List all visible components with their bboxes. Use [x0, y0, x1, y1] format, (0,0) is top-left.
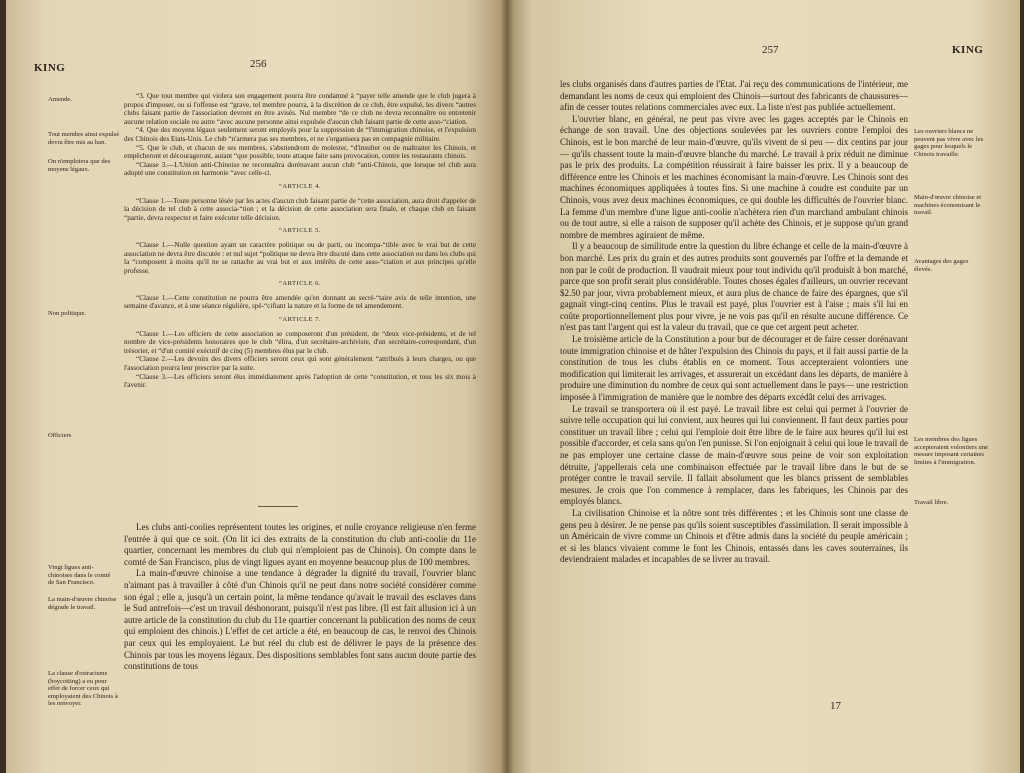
right-body-para-5: Le travail se transportera où il est payé. Le travail libre est celui qui permet à l'ouvrier de suivre telle occupation qui lui convient, aux heures qui lui conviennent. Il faut deux parties pour constituer un travail libre ; celui qui l'emploie doit être libre de le faire aux heures qu'il lui est possible d'accorder, et cela sans qu'on l'en punisse. Si l'on enjoignait à celui qui loue le travail de ne pas employer une certaine classe de main-d'œuvre sous peine de voir son exploitation détruite, j'appellerais cela une combinaison effectuée par le travail libre dans le but de se protéger contre le travail servile. Il fallait absolument que les blancs prissent de semblables mesures. Je crois que l'on commence à remplacer, dans les fabriques, les Chinois par des employés blancs. [560, 403, 908, 507]
article7-heading: “ARTICLE 7. [279, 316, 321, 324]
left-page [6, 0, 506, 773]
article7-para-3: “Clause 3.—Les officiers seront élus immédiatement après l'adoption de cette “constitution, et tous les six mois à l'avenir. [124, 372, 476, 390]
right-body-para-6: La civilisation Chinoise et la nôtre sont très différentes ; et les Chinois sont une classe de gens peu à désirer. Je ne pense pas qu'ils soient susceptibles d'assimilation. Il serait impossible à un Américain de vivre comme un Chinois et d'être admis dans la société du peuple américain ; et si les blancs vivaient comme le font les Chinois, entassés dans les caves souterraines, ils deviendraient malades et incapables de se livrer au travail. [560, 507, 908, 565]
article5-para-1: “Clause 1.—Nulle question ayant un caractère politique ou de parti, ou incompa-“tible avec le vrai but de cette association ne devra être discutée : et nul sujet “politique ne devra être discuté dans cette association ou dans les clubs qui la “composent à moins qu'il ne se rattache au vrai but et aux intérêts de cette asso-“ciation et aux principes qu'elle professe. [124, 240, 476, 275]
margin-note-moyens-legaux: On n'emploiera que des moyens légaux. [48, 158, 111, 173]
margin-note-tout-membre: Tout membre ainsi expulsé devra être mis au ban. [48, 131, 120, 146]
right-body-para-3: Il y a beaucoup de similitude entre la question du libre échange et celle de la main-d'œuvre à bon marché. Les prix du grain et des autres produits sont gouvernés par l'offre et la demande et non par le coût de production. Il vaudrait mieux pour tout individu qu'il produisît à bon marché, parce que son profit serait plus considérable. Toutes choses égales d'ailleurs, un ouvrier recevant $2.50 par jour, vivra probablement mieux, et aura plus de chance de faire des épargnes, que s'il gagnait vingt-cinq centins. Plus le travail est payé, plus l'ouvrier est à l'aise ; mais s'il lui en coûte proportionnellement plus pour vivre, je ne vois pas qu'il en résulte aucune différence. Ce n'est pas tant l'argent qui est la valeur du travail, que ce que cet argent peut acheter. [560, 241, 908, 333]
article4-para-1: “Clause 1.—Toute personne lésée par les actes d'aucun club faisant partie de “cette association, aura droit d'appeler de la décision de tel club à cette associa-“tion ; et la décision de cette association sera finale, et chaque club en faisant “partie, devra respecter et faire exécuter telle décision. [124, 196, 476, 222]
section-divider [258, 506, 298, 507]
right-running-header: KING [952, 44, 984, 56]
right-page-number: 257 [762, 44, 779, 56]
left-body-para-1: Les clubs anti-coolies représentent toutes les origines, et nulle croyance religieuse n'en ferme l'entrée à qui que ce soit. (On lit ici des extraits de la constitution du club anti-coolie du 11e quartier, concernant les membres du club qui n'emploient pas de Chinois). On compte dans le comté de San Francisco, plus de vingt ligues ayant en moyenne beaucoup plus de 100 membres. [124, 522, 476, 567]
left-body-para-2: La main-d'œuvre chinoise a une tendance à dégrader la dignité du travail, l'ouvrier blanc n'aimant pas à travailler à côté d'un Chinois qu'il ne peut dans notre société considérer comme son égal ; elle a, jusqu'à un certain point, la même tendance qu'avait le travail des esclaves dans le Sud antrefois—c'est un travail déshonorant, puisqu'il n'est pas libre. (Il est fait allusion ici à un autre article de la constitution du club du 11e quartier concernant la publication des noms de ceux qui emploient des chinois.) L'effet de cet article a été, en beaucoup de cas, le renvoi des Chinois par ceux qui les employaient. Le but réel du club est de délivrer le pays de la présence des Chinois par tous les moyens légaux. Des dispositions semblables font sans aucun doute partie des constitutions de tous [124, 568, 476, 672]
right-page [506, 0, 1020, 773]
right-body-text [560, 79, 908, 566]
margin-note-avantages: Avantages des gages élevés. [914, 258, 969, 273]
left-body-text [124, 522, 476, 673]
margin-note-clause-ostracisme: La clause d'ostracisme (boycotting) a eu pour effet de forcer ceux qui employaient des Chinois à les renvoyer. [48, 670, 118, 708]
margin-note-main-doeuvre: La main-d'œuvre chinoise dégrade le travail. [48, 596, 117, 611]
left-page-number: 256 [250, 58, 267, 70]
article3-para-3: “5. Que le club, et chacun de ses membres, s'abstiendront de molester, “d'insulter ou de maltraiter les Chinois, et empêcheront et décourageront, autant “que possible, toute attaque faite sans provocation, contre les restaurants chinois. [124, 143, 476, 161]
article7-para-1: “Clause 1.—Les officiers de cette association se composeront d'un président, de “deux vice-présidents, et de tel nombre de vice-présidents honoraires que le club “élira, d'un secrétaire-archiviste, d'un secrétaire-correspondant, d'un trésorier, et “d'un comité exécutif de cinq (5) membres élus par le club. [124, 329, 476, 355]
margin-note-ouvriers-blancs: Les ouvriers blancs ne peuvent pas vivre avec les gages pour lesquels le Chinois travaille. [914, 128, 984, 158]
margin-note-non-politique: Non politique. [48, 310, 87, 317]
right-body-para-1: les clubs organisés dans d'autres parties de l'Etat. J'ai reçu des communications de l'intérieur, me demandant les noms de ceux qui emploient des Chinois—surtout des fabricants de chaussures—afin de cesser toutes relations commerciales avec eux. La liste n'est pas publiée actuellement. [560, 79, 908, 113]
margin-note-main-doeuvre-chinoise: Main-d'œuvre chinoise et machines économisant le travail. [914, 194, 982, 217]
article3-para-2: “4. Que des moyens légaux seulement seront employés pour la suppression de “l'immigration chinoise, et l'expulsion des Chinois des Etats-Unis. Le club “n'armera pas ses membres, et ne s'organisera pas en compagnie militaire. [124, 126, 476, 143]
article7-para-2: “Clause 2.—Les devoirs des divers officiers seront ceux qui sont généralement “attribués à leurs charges, ou que l'association pourra leur prescrire par la suite. [124, 355, 476, 373]
article3-para-1: “3. Que tout membre qui violera son engagement pourra être condamné à “payer telle amende que le club jugera à propos d'imposer, ou si l'offense est “grave, tel membre pourra, à la discrétion de ce club, être expulsé, les divers “autres clubs faisant partie de l'association devront en être avisés. Nul membre “de ce club ne devra reconnaître ou entretenir aucune relation sociale ou autre “avec aucune personne ainsi expulsée d'aucun club faisant partie de cette asso-“ciation. [124, 92, 476, 126]
margin-note-officiers: Officiers [48, 432, 72, 439]
right-body-para-2: L'ouvrier blanc, en général, ne peut pas vivre avec les gages acceptés par le Chinois en échange de son travail. Une des objections soulevées par les ouvriers contre l'emploi des Chinois, est le bon marché de leur main-d'œuvre, qu'ils vivent de si peu — dix centins par jour — qu'ils chassent toute la main-d'œuvre blanche du marché. Le travail à prix réduit ne diminue pas le prix des produits. La compétition réussirait à faire baisser les prix. Il y a beaucoup de différence entre les Chinois et les machines économisant la main-d'œuvre. Les Chinois sont des machines économiques appliquées à toutes fins. Si une machine à coudre est conduite par un Chinois, vous avez deux machines économiques, ce qui double les difficultés de l'ouvrier blanc. La femme d'un membre d'une ligue anti-coolie n'achètera rien d'un marchand ambulant chinois ou de tout autre, si elle a raison de supposer qu'il achète des Chinois, et je suppose qu'un grand nombre de membres agiraient de même. [560, 113, 908, 240]
book-gutter [500, 0, 514, 773]
article6-heading: “ARTICLE 6. [279, 280, 321, 288]
left-running-header: KING [34, 62, 66, 74]
margin-note-membres-ligues: Les membres des ligues accepteraient volontiers une mesure imposant certaines limites à l'immigration. [914, 436, 988, 466]
left-quoted-constitution [124, 92, 476, 390]
article3-para-4: “Clause 3.—L'Union anti-Chinoise ne reconnaîtra dorénavant aucun club “anti-Chinois, que lorsque tel club aura adopté une constitution en harmonie “avec celle-ci. [124, 160, 476, 178]
margin-note-vingt-ligues: Vingt ligues anti-chinoises dans le comté de San Francisco. [48, 564, 111, 587]
article6-para-1: “Clause 1.—Cette constitution ne pourra être amendée qu'en donnant au secré-“taire avis de telle intention, une semaine d'avance, et à une séance régulière, spé-“cifiant la nature et la forme de tel amendement. [124, 293, 476, 311]
margin-note-amende: Amende. [48, 96, 72, 103]
right-body-para-4: Le troisième article de la Constitution a pour but de décourager et de faire cesser dorénavant toute immigration chinoise et de hâter l'expulsion des Chinois du pays, et il fait aussi partie de la constitution de tous les clubs établis en ce moment. Tous accepteraient volontiers une modification qui limiterait les arrivages, et assurerait un excédant dans les départs, de manière à produire une diminution du nombre de ceux qui sont actuellement dans le pays— une restriction imposée à l'immigration de manière que le nombre des départs excédât celui des arrivages. [560, 334, 908, 403]
article4-heading: “ARTICLE 4. [279, 182, 321, 190]
signature-mark: 17 [830, 700, 841, 712]
article5-heading: “ARTICLE 5. [279, 227, 321, 235]
margin-note-travail-libre: Travail libre. [914, 499, 949, 506]
